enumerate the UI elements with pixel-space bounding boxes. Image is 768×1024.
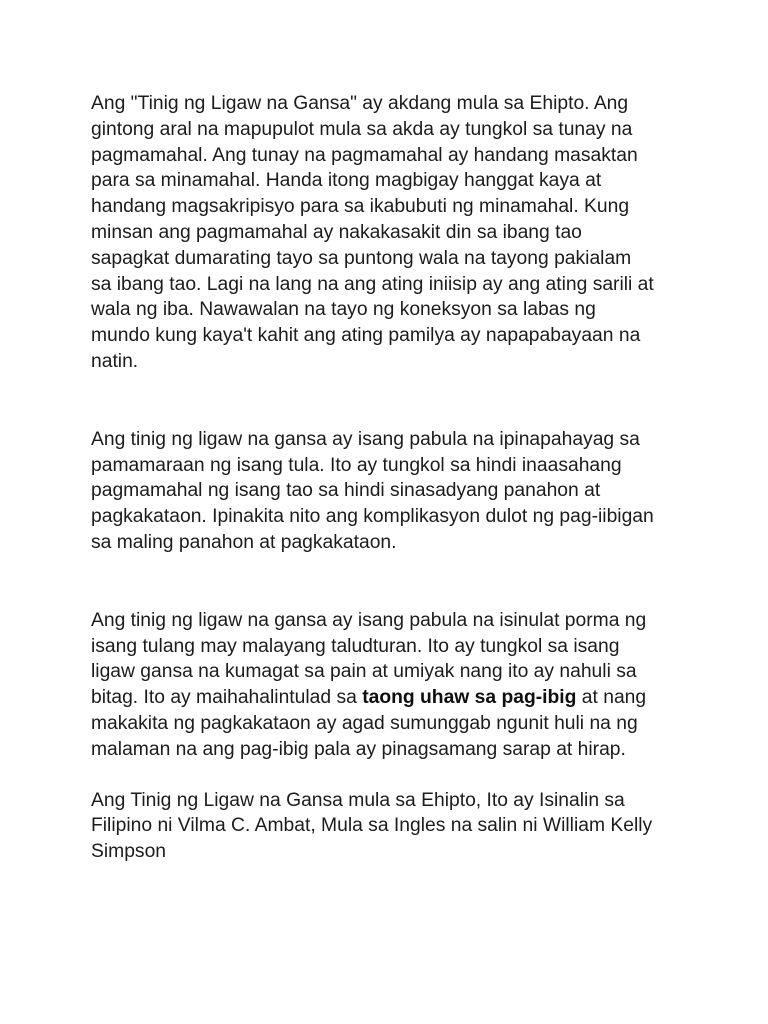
document-body: [91, 91, 691, 865]
paragraph-spacer: [91, 375, 691, 427]
paragraph-spacer: [91, 763, 691, 788]
paragraph-text-before: Ang tinig ng ligaw na gansa ay isang pabula na isinulat porma ng isang tulang may malayang taludturan. Ito ay tungkol sa isang ligaw gansa na kumagat sa pain at umiyak nang ito ay nahuli sa bitag. Ito ay maihahalintulad sa: [91, 609, 647, 709]
paragraph-text-after: at nang makakita ng pagkakataon ay agad sumunggab ngunit huli na ng malaman na ang pag-ibig pala ay pinagsamang sarap at hirap.: [91, 687, 647, 760]
bold-phrase: taong uhaw sa pag-ibig: [362, 687, 577, 709]
paragraph-pabula-tula: Ang tinig ng ligaw na gansa ay isang pabula na ipinapahayag sa pamamaraan ng isang tula. Ito ay tungkol sa hindi inaasahang pagmamahal ng isang tao sa hindi sinasadyang panahon at pagkakataon. Ipinakita nito ang komplikasyon dulot ng pag-iibigan sa maling panahon at pagkakataon.: [91, 428, 654, 553]
paragraph-pabula-taludturan: [91, 608, 691, 763]
paragraph-credits: Ang Tinig ng Ligaw na Gansa mula sa Ehipto, Ito ay Isinalin sa Filipino ni Vilma C. Ambat, Mula sa Ingles na salin ni William Kelly Simpson: [91, 789, 653, 863]
paragraph-spacer: [91, 556, 691, 608]
paragraph-intro: Ang "Tinig ng Ligaw na Gansa" ay akdang mula sa Ehipto. Ang gintong aral na mapupulot mula sa akda ay tungkol sa tunay na pagmamahal. Ang tunay na pagmamahal ay handang masaktan para sa minamahal. Handa itong magbigay hanggat kaya at handang magsakripisyo para sa ikabubuti ng minamahal. Kung minsan ang pagmamahal ay nakakasakit din sa ibang tao sapagkat dumarating tayo sa puntong wala na tayong pakialam sa ibang tao. Lagi na lang na ang ating iniisip ay ang ating sarili at wala ng iba. Nawawalan na tayo ng koneksyon sa labas ng mundo kung kaya't kahit ang ating pamilya ay napapabayaan na natin.: [91, 93, 654, 372]
